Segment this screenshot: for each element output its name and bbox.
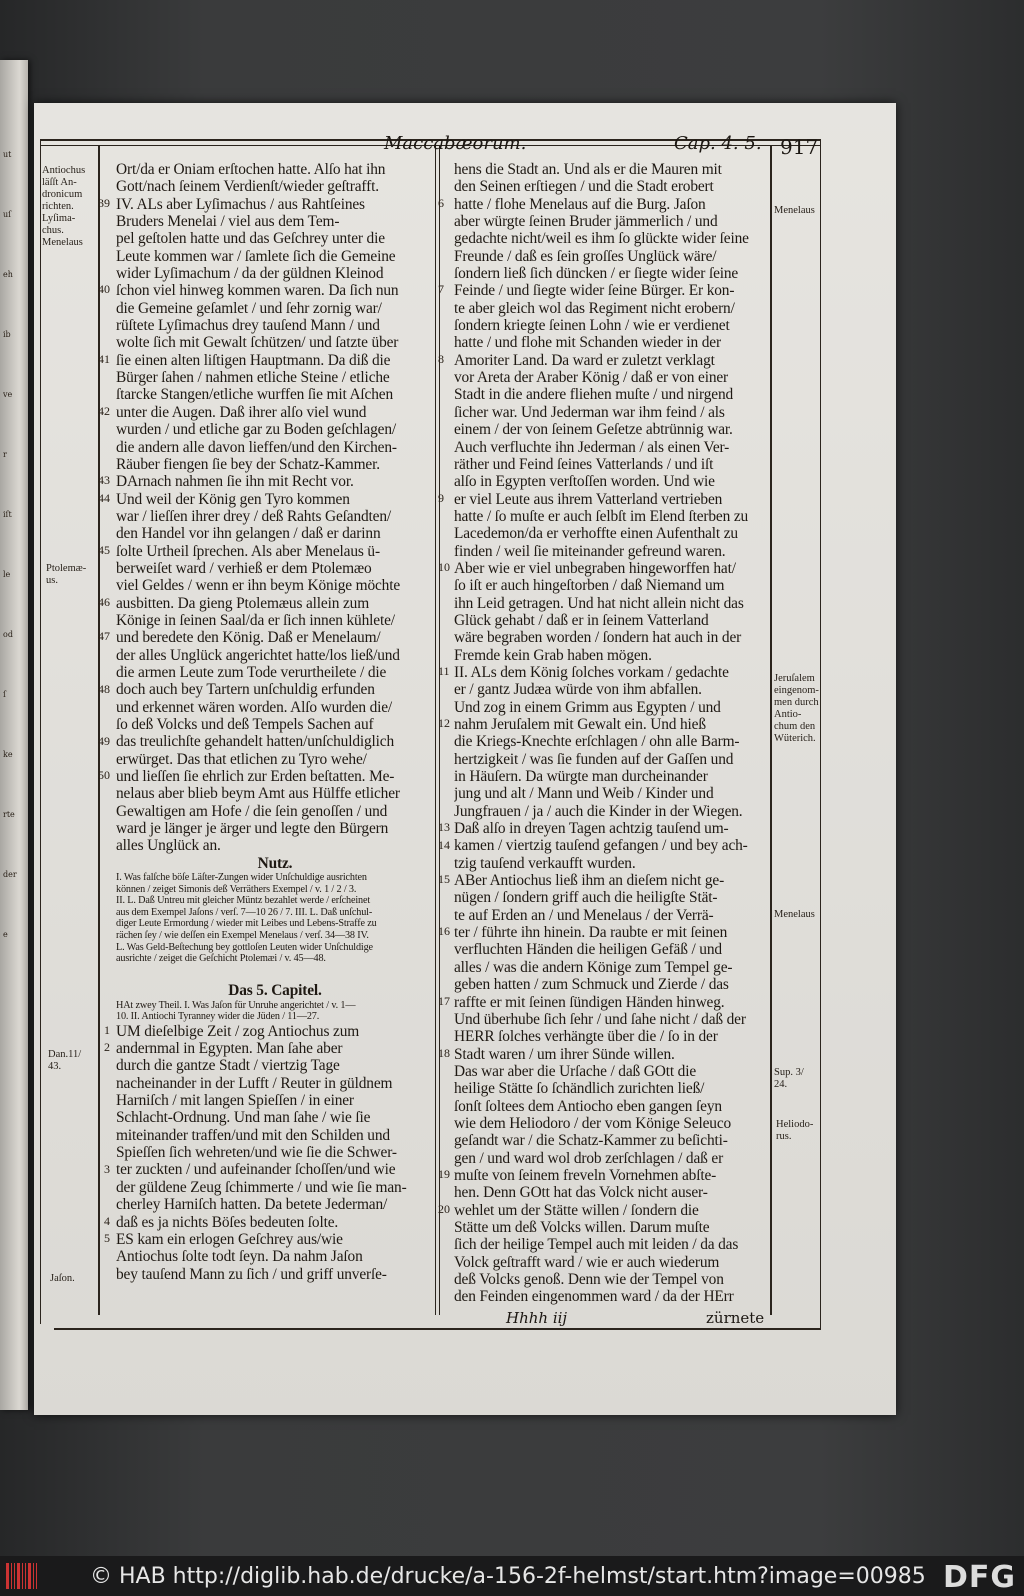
text-line: deß Volcks genoß. Denn wie der Tempel von xyxy=(454,1271,724,1288)
text-line: Lacedemon/da er verhoffte einen Aufenthalt zu xyxy=(454,525,738,543)
text-line: nelaus aber blieb beym Amt aus Hülffe etlicher xyxy=(116,785,400,803)
text-line: viel Geldes / wenn er ihn beym Könige möchte xyxy=(116,577,401,595)
text-line: ter / führte ihn hinein. Da raubte er mit ſeinen xyxy=(454,924,728,942)
text-line: wurden / und etliche gar zu Boden geſchlagen/ xyxy=(116,421,397,439)
left-page-fragment: od xyxy=(3,630,13,639)
nutz-line: II. L. Daß Untreu mit gleicher Müntz bezahlet werde / erſcheinet xyxy=(116,895,371,907)
frame-left-rule xyxy=(40,139,41,1324)
text-line: rüſtete Lyſimachus drey tauſend Mann / und xyxy=(116,317,380,335)
barcode-bar xyxy=(14,1563,15,1589)
barcode-bar xyxy=(17,1563,20,1589)
verse-number: 6 xyxy=(438,195,444,210)
text-line: nügen / ſondern griff auch die heiligſte Stät- xyxy=(454,889,718,907)
text-line: ſtarcke Stangen/etliche wurffen ſie mit Aſchen xyxy=(116,386,394,404)
text-line: räther und Feind ſeines Vatterlands / und iſt xyxy=(454,455,714,473)
spacer xyxy=(116,965,434,982)
catchword: zürnete xyxy=(706,1309,765,1327)
text-line: die andern alle davon lieffen/und den Kirchen- xyxy=(116,438,397,456)
nutz-line: I. Was falſche böſe Läſter-Zungen wider Unſchuldige ausrichten xyxy=(116,872,367,884)
text-line: Gewaltigen am Hofe / die ſein genoſſen / und xyxy=(116,802,388,820)
nutz-line: diger Leute Ermordung / wieder mit Leibes und Lebens-Straffe zu xyxy=(116,918,377,930)
left-page-fragment: der xyxy=(3,870,17,879)
verse-number: 12 xyxy=(438,716,450,731)
page-number: 917 xyxy=(780,135,819,159)
left-page-fragment: uſ xyxy=(3,210,12,219)
text-line: Antiochus ſolte todt ſeyn. Da nahm Jaſon xyxy=(116,1248,363,1266)
verse-number: 45 xyxy=(98,542,110,557)
verse-number: 14 xyxy=(438,837,450,852)
text-line: finden / weil ſie miteinander gefreund waren. xyxy=(454,542,726,560)
left-page-fragment: e xyxy=(3,930,8,939)
text-line: ihn Leid getragen. Und hat nicht allein nicht das xyxy=(454,594,744,612)
chapter-indicator: Cap. 4. 5. xyxy=(674,133,762,154)
margin-note-jason: Jaſon. xyxy=(50,1273,75,1284)
text-line: te aber gleich wol das Regiment nicht erobern/ xyxy=(454,299,735,317)
verse-number: 1 xyxy=(104,1023,110,1038)
text-line: Feinde / und ſiegte wider ſeine Bürger. Er kon- xyxy=(454,282,735,300)
credit-url[interactable]: © HAB http://diglib.hab.de/drucke/a-156-2f-helmst/start.htm?image=00985 xyxy=(90,1563,926,1589)
dfg-logo: DFG xyxy=(942,1560,1016,1595)
text-line: die armen Leute zum Tode verurtheilete / die xyxy=(116,663,387,681)
text-line: II. ALs dem König ſolches vorkam / gedachte xyxy=(454,663,729,681)
text-line: hatte / flohe Menelaus auf die Burg. Jaſon xyxy=(454,195,706,213)
text-line: ſondern kriegte ſeinen Lohn / wie er verdienet xyxy=(454,317,730,335)
text-line: den Seinen erſtiegen / und die Stadt erobert xyxy=(454,178,714,196)
text-line: Schlacht-Ordnung. Und man ſahe / wie ſie xyxy=(116,1109,371,1127)
text-line: hertzigkeit / was ſie funden auf der Gaſſen und xyxy=(454,750,734,768)
text-line: durch die gantze Stadt / viertzig Tage xyxy=(116,1057,340,1075)
text-line: Das war aber die Urſache / daß GOtt die xyxy=(454,1062,697,1080)
frame-text-right-rule xyxy=(770,145,772,1315)
text-line: Bruders Menelai / viel aus dem Tem- xyxy=(116,213,340,231)
text-line: wolte ſich mit Gewalt ſchützen/ und ſatzte über xyxy=(116,334,399,352)
text-line: die Kriegs-Knechte erſchlagen / ohn alle Barm- xyxy=(454,733,740,751)
verse-number: 43 xyxy=(98,473,110,488)
text-line: in Häuſern. Da würgte man durcheinander xyxy=(454,768,708,786)
verse-number: 4 xyxy=(104,1213,110,1228)
text-line: Freunde / daß es ſein groſſes Unglück wäre/ xyxy=(454,247,717,265)
text-line: der güldene Zeug ſchimmerte / und wie ſie man- xyxy=(116,1178,407,1196)
text-line: ſchon viel hinweg kommen waren. Da ſich nun xyxy=(116,282,399,300)
text-line: Bürger ſahen / nahmen etliche Steine / etliche xyxy=(116,369,390,387)
left-page-edge xyxy=(0,60,28,1410)
text-line: wie dem Heliodoro / der vom Könige Seleuco xyxy=(454,1114,732,1132)
text-line: ſicher war. Und Jederman war ihm feind / als xyxy=(454,403,725,421)
margin-note-jerusalem: Jeruſalem eingenom- men durch Antio- chum den Wüterich. xyxy=(774,673,819,744)
verse-number: 15 xyxy=(438,872,450,887)
barcode-bar xyxy=(28,1563,31,1589)
nutz-line: rächen ſey / wie deſſen ein Exempel Menelaus / verſ. 34—38 IV. xyxy=(116,930,369,942)
nutz-line: L. Was Geld-Beſtechung bey gottloſen Leuten wider Unſchuldige xyxy=(116,941,373,953)
text-line: muſte von ſeinem freveln Vornehmen abſte- xyxy=(454,1166,717,1184)
left-text-column xyxy=(116,161,434,1283)
text-line: daß es ja nichts Böſes bedeuten ſolte. xyxy=(116,1213,339,1231)
margin-note-ptolemaeus: Ptolemæ- us. xyxy=(46,563,87,586)
text-line: Stätte um deß Volcks willen. Darum muſte xyxy=(454,1218,710,1236)
text-line: ſo iſt er auch hingeſtorben / daß Niemand um xyxy=(454,577,725,595)
text-line: wider Lyſimachum / da der güldnen Kleinod xyxy=(116,265,384,283)
margin-note-antiochus: Antiochus läſſt An- dronicum richten. Lyſima- chus. Menelaus xyxy=(42,165,86,248)
left-page-fragment: ib xyxy=(3,330,11,339)
text-line: Gott/nach ſeinem Verdienſt/wieder geſtrafft. xyxy=(116,178,379,196)
barcode-bar xyxy=(11,1563,12,1589)
text-line: berweiſet ward / verhieß er dem Ptolemæo xyxy=(116,559,372,577)
left-page-fragment: eh xyxy=(3,270,13,279)
verse-number: 13 xyxy=(438,820,450,835)
text-line: ſie einen alten liſtigen Hauptmann. Da diß die xyxy=(116,351,391,369)
verse-number: 18 xyxy=(438,1045,450,1060)
left-page-fragment: ke xyxy=(3,750,13,759)
text-line: gen / und ward wol drob zerſchlagen / daß er xyxy=(454,1149,724,1167)
verse-number: 46 xyxy=(98,594,110,609)
text-line: ſich der heilige Tempel auch mit leiden / da das xyxy=(454,1236,739,1254)
text-line: alſo in Egypten verſtoſſen worden. Und wie xyxy=(454,473,715,491)
text-line: einem / der von ſeinem Geſetze abtrünnig war. xyxy=(454,421,733,439)
verse-number: 44 xyxy=(98,490,110,505)
text-line: ſondern ließ ſich düncken / er ſiegte wider ſeine xyxy=(454,265,739,283)
left-page-fragment: ut xyxy=(3,150,12,159)
signature-mark: Hhhh iij xyxy=(506,1309,568,1327)
text-line: er viel Leute aus ihrem Vatterland vertrieben xyxy=(454,490,723,508)
text-line: hens die Stadt an. Und als er die Mauren mit xyxy=(454,161,722,178)
text-line: unter die Augen. Daß ihrer alſo viel wund xyxy=(116,403,367,421)
text-line: den Feinden eingenommen ward / da der HErr xyxy=(454,1288,734,1306)
frame-bottom-rule xyxy=(54,1328,820,1330)
text-line: Aber wie er viel unbegraben hingeworffen hat/ xyxy=(454,559,736,577)
text-line: ABer Antiochus ließ ihm an dieſem nicht ge- xyxy=(454,872,725,890)
text-line: der alles Unglück angerichtet hatte/los ließ/und xyxy=(116,646,400,664)
text-line: verfluchten Händen die heiligen Gefäß / und xyxy=(454,941,722,959)
verse-numbers-left xyxy=(92,103,112,1315)
verse-number: 17 xyxy=(438,993,450,1008)
left-page-fragment: le xyxy=(3,570,11,579)
text-line: ſolte Urtheil ſprechen. Als aber Menelaus ü- xyxy=(116,542,380,560)
text-line: HERR ſolches verhängte über die / ſo in der xyxy=(454,1028,718,1046)
text-line: hatte / und flohe mit Schanden wieder in der xyxy=(454,334,721,352)
frame-center-rule-a xyxy=(435,145,436,1315)
text-line: aber würgte ſeinen Bruder jämmerlich / und xyxy=(454,213,718,231)
barcode-icon xyxy=(6,1561,46,1591)
text-line: und lieſſen ſie ehrlich zur Erden beſtatten. Me- xyxy=(116,768,395,786)
text-line: doch auch bey Tartern unſchuldig erfunden xyxy=(116,681,375,699)
running-title: Maccabæorum. xyxy=(384,133,527,154)
text-line: ſo deß Volcks und deß Tempels Sachen auf xyxy=(116,716,374,733)
text-line: Räuber fiengen ſie bey der Schatz-Kammer. xyxy=(116,455,380,473)
barcode-bar xyxy=(25,1563,26,1589)
text-line: ausbitten. Da gieng Ptolemæus allein zum xyxy=(116,594,370,612)
text-line: andernmal in Egypten. Man ſahe aber xyxy=(116,1040,343,1058)
chapter-heading: Das 5. Capitel. xyxy=(228,982,322,1000)
text-line: Amoriter Land. Da ward er zuletzt verklagt xyxy=(454,351,715,369)
text-line: raffte er mit ſeinen ſündigen Händen hinweg. xyxy=(454,993,725,1011)
text-line: die Gemeine geſamlet / und ſehr zornig war/ xyxy=(116,299,382,317)
text-line: geben hatten / zum Schmuck und Zierde / das xyxy=(454,976,729,994)
text-line: nacheinander in der Lufft / Reuter in güldnem xyxy=(116,1074,393,1092)
nutz-line: können / zeiget Simonis deß Verräthers Exempel / v. 1 / 2 / 3. xyxy=(116,883,357,895)
text-line: das treulichſte gehandelt hatten/unſchuldiglich xyxy=(116,733,395,751)
margin-note-menelaus-2: Menelaus xyxy=(774,909,815,920)
text-line: miteinander traffen/und mit den Schilden und xyxy=(116,1126,390,1144)
verse-number: 50 xyxy=(98,768,110,783)
text-line: alles Unglück an. xyxy=(116,837,221,855)
verse-number: 16 xyxy=(438,924,450,939)
text-line: Glück gehabt / daß er in ſeinem Vatterland xyxy=(454,611,709,629)
credit-bar xyxy=(0,1556,1024,1596)
text-line: bey tauſend Mann zu ſich / und griff unverſe- xyxy=(116,1265,387,1283)
verse-number: 47 xyxy=(98,629,110,644)
barcode-bar xyxy=(36,1563,37,1589)
book-page xyxy=(34,103,896,1415)
text-line: IV. ALs aber Lyſimachus / aus Rahtſeines xyxy=(116,195,365,213)
text-line: Leute kommen war / ſamlete ſich die Gemeine xyxy=(116,247,396,265)
verse-number: 9 xyxy=(438,490,444,505)
text-line: wäre begraben worden / ſondern hat auch in der xyxy=(454,629,742,647)
text-line: pel geſtolen hatte und das Geſchrey unter die xyxy=(116,230,385,248)
text-line: vor Areta der Araber König / daß er von einer xyxy=(454,369,729,387)
text-line: er / gantz Judæa würde von ihm abfallen. xyxy=(454,681,702,699)
verse-number: 2 xyxy=(104,1040,110,1055)
text-line: und beredete den König. Daß er Menelaum/ xyxy=(116,629,381,647)
text-line: DArnach nahmen ſie ihn mit Recht vor. xyxy=(116,473,354,491)
text-line: Fremde kein Grab haben mögen. xyxy=(454,646,652,664)
margin-note-heliodorus: Heliodo- rus. xyxy=(776,1119,814,1142)
text-line: ES kam ein erlogen Geſchrey aus/wie xyxy=(116,1230,343,1248)
left-page-fragment: ve xyxy=(3,390,13,399)
barcode-bar xyxy=(33,1563,34,1589)
verse-number: 49 xyxy=(98,733,110,748)
text-line: Auch verfluchte ihn Jederman / als einen Ver- xyxy=(454,438,730,456)
right-text-column xyxy=(454,161,770,1306)
text-line: Und weil der König gen Tyro kommen xyxy=(116,490,350,508)
text-line: ter zuckten / und aufeinander ſchoſſen/und wie xyxy=(116,1161,396,1179)
text-line: heilige Stätte ſo ſchändlich zurichten ließ/ xyxy=(454,1080,705,1098)
verse-number: 10 xyxy=(438,560,450,575)
text-line: alles / was die andern Könige zum Tempel ge- xyxy=(454,958,733,976)
verse-number: 3 xyxy=(104,1161,110,1176)
text-line: hatte / ſo muſte er auch ſelbſt im Elend ſterben zu xyxy=(454,507,749,525)
text-line: jung und alt / Mann und Weib / Kinder und xyxy=(454,785,714,803)
barcode-bar xyxy=(6,1563,9,1589)
left-page-fragment: rte xyxy=(3,810,15,819)
text-line: Stadt in die andere fliehen muſte / und nirgend xyxy=(454,386,734,404)
verse-number: 8 xyxy=(438,351,444,366)
margin-note-sup: Sup. 3/ 24. xyxy=(774,1067,804,1090)
text-line: tzig tauſend verkaufft wurden. xyxy=(454,854,636,872)
text-line: Spieſſen ſich wehreten/und wie ſie die Schwer- xyxy=(116,1144,397,1162)
text-line: und erkennet wären worden. Alſo wurden die/ xyxy=(116,698,393,716)
verse-number: 41 xyxy=(98,351,110,366)
text-line: Könige in ſeinen Saal/da er ſich innen kühlete/ xyxy=(116,611,395,629)
text-line: den Handel vor ihn gelangen / daß er darinn xyxy=(116,525,381,543)
text-line: Und überhube ſich ſehr / und ſahe nicht / daß der xyxy=(454,1010,746,1028)
text-line: te auf Erden an / und Menelaus / der Verrä- xyxy=(454,906,714,924)
margin-note-dan: Dan.11/ 43. xyxy=(48,1049,82,1072)
left-page-fragment: iſt xyxy=(3,510,12,519)
verse-number: 40 xyxy=(98,282,110,297)
text-line: Harniſch / mit langen Spieſſen / in einer xyxy=(116,1092,354,1110)
verse-number: 48 xyxy=(98,681,110,696)
margin-note-menelaus-1: Menelaus xyxy=(774,205,815,216)
verse-number: 11 xyxy=(438,664,450,679)
text-line: war / lieſſen ihrer drey / deß Rahts Geſandten/ xyxy=(116,507,392,525)
verse-number: 5 xyxy=(104,1231,110,1246)
verse-number: 7 xyxy=(438,282,444,297)
barcode-bar xyxy=(22,1563,23,1589)
nutz-line: ausrichte / zeiget die Geſchicht Ptolemæi / v. 45—48. xyxy=(116,953,326,965)
text-line: geſandt war / die Schatz-Kammer zu beſichti- xyxy=(454,1132,728,1150)
text-line: wehlet um der Stätte willen / ſondern die xyxy=(454,1201,699,1219)
verse-number: 20 xyxy=(438,1202,450,1216)
text-line: gedachte nicht/weil es ihm ſo glückte wider ſeine xyxy=(454,230,749,248)
text-line: Stadt waren / um ihrer Sünde willen. xyxy=(454,1045,675,1063)
text-line: nahm Jeruſalem mit Gewalt ein. Und hieß xyxy=(454,716,706,733)
text-line: cherley Harniſch hatten. Da betete Jederman/ xyxy=(116,1196,388,1214)
nutz-heading: Nutz. xyxy=(257,854,293,872)
verse-number: 42 xyxy=(98,403,110,418)
text-line: Und zog in einem Grimm aus Egypten / und xyxy=(454,698,721,716)
text-line: kamen / viertzig tauſend gefangen / und bey ach- xyxy=(454,837,748,855)
text-line: Volck geſtrafft ward / wie er auch wiederum xyxy=(454,1253,720,1271)
text-line: Daß alſo in dreyen Tagen achtzig tauſend um- xyxy=(454,820,729,838)
chapter-summary-line: 10. II. Antiochi Tyranney wider die Jüden / 11—27. xyxy=(116,1011,320,1023)
text-line: hen. Denn GOtt hat das Volck nicht auser- xyxy=(454,1184,708,1202)
nutz-line: aus dem Exempel Jaſons / verſ. 7—10 26 / 7. III. L. Daß unſchul- xyxy=(116,906,373,918)
verse-number: 39 xyxy=(98,195,110,210)
text-line: Jungfrauen / ja / auch die Kinder in der Wiegen. xyxy=(454,802,743,820)
text-line: erwürget. Das that etlichen zu Tyro wehe/ xyxy=(116,750,367,768)
left-page-fragment: r xyxy=(3,450,7,459)
verse-number: 19 xyxy=(438,1167,450,1182)
text-line: ſonſt ſoltees dem Antiocho eben gangen ſeyn xyxy=(454,1097,722,1115)
text-line: Ort/da er Oniam erſtochen hatte. Alſo hat ihn xyxy=(116,161,386,178)
text-line: UM dieſelbige Zeit / zog Antiochus zum xyxy=(116,1022,360,1040)
chapter-summary-line: HAt zwey Theil. I. Was Jaſon für Unruhe angerichtet / v. 1— xyxy=(116,999,356,1011)
verse-numbers-middle xyxy=(438,103,452,1315)
left-page-fragment: ſ xyxy=(3,690,6,699)
text-line: ward je länger je ärger und legte den Bürgern xyxy=(116,820,389,838)
